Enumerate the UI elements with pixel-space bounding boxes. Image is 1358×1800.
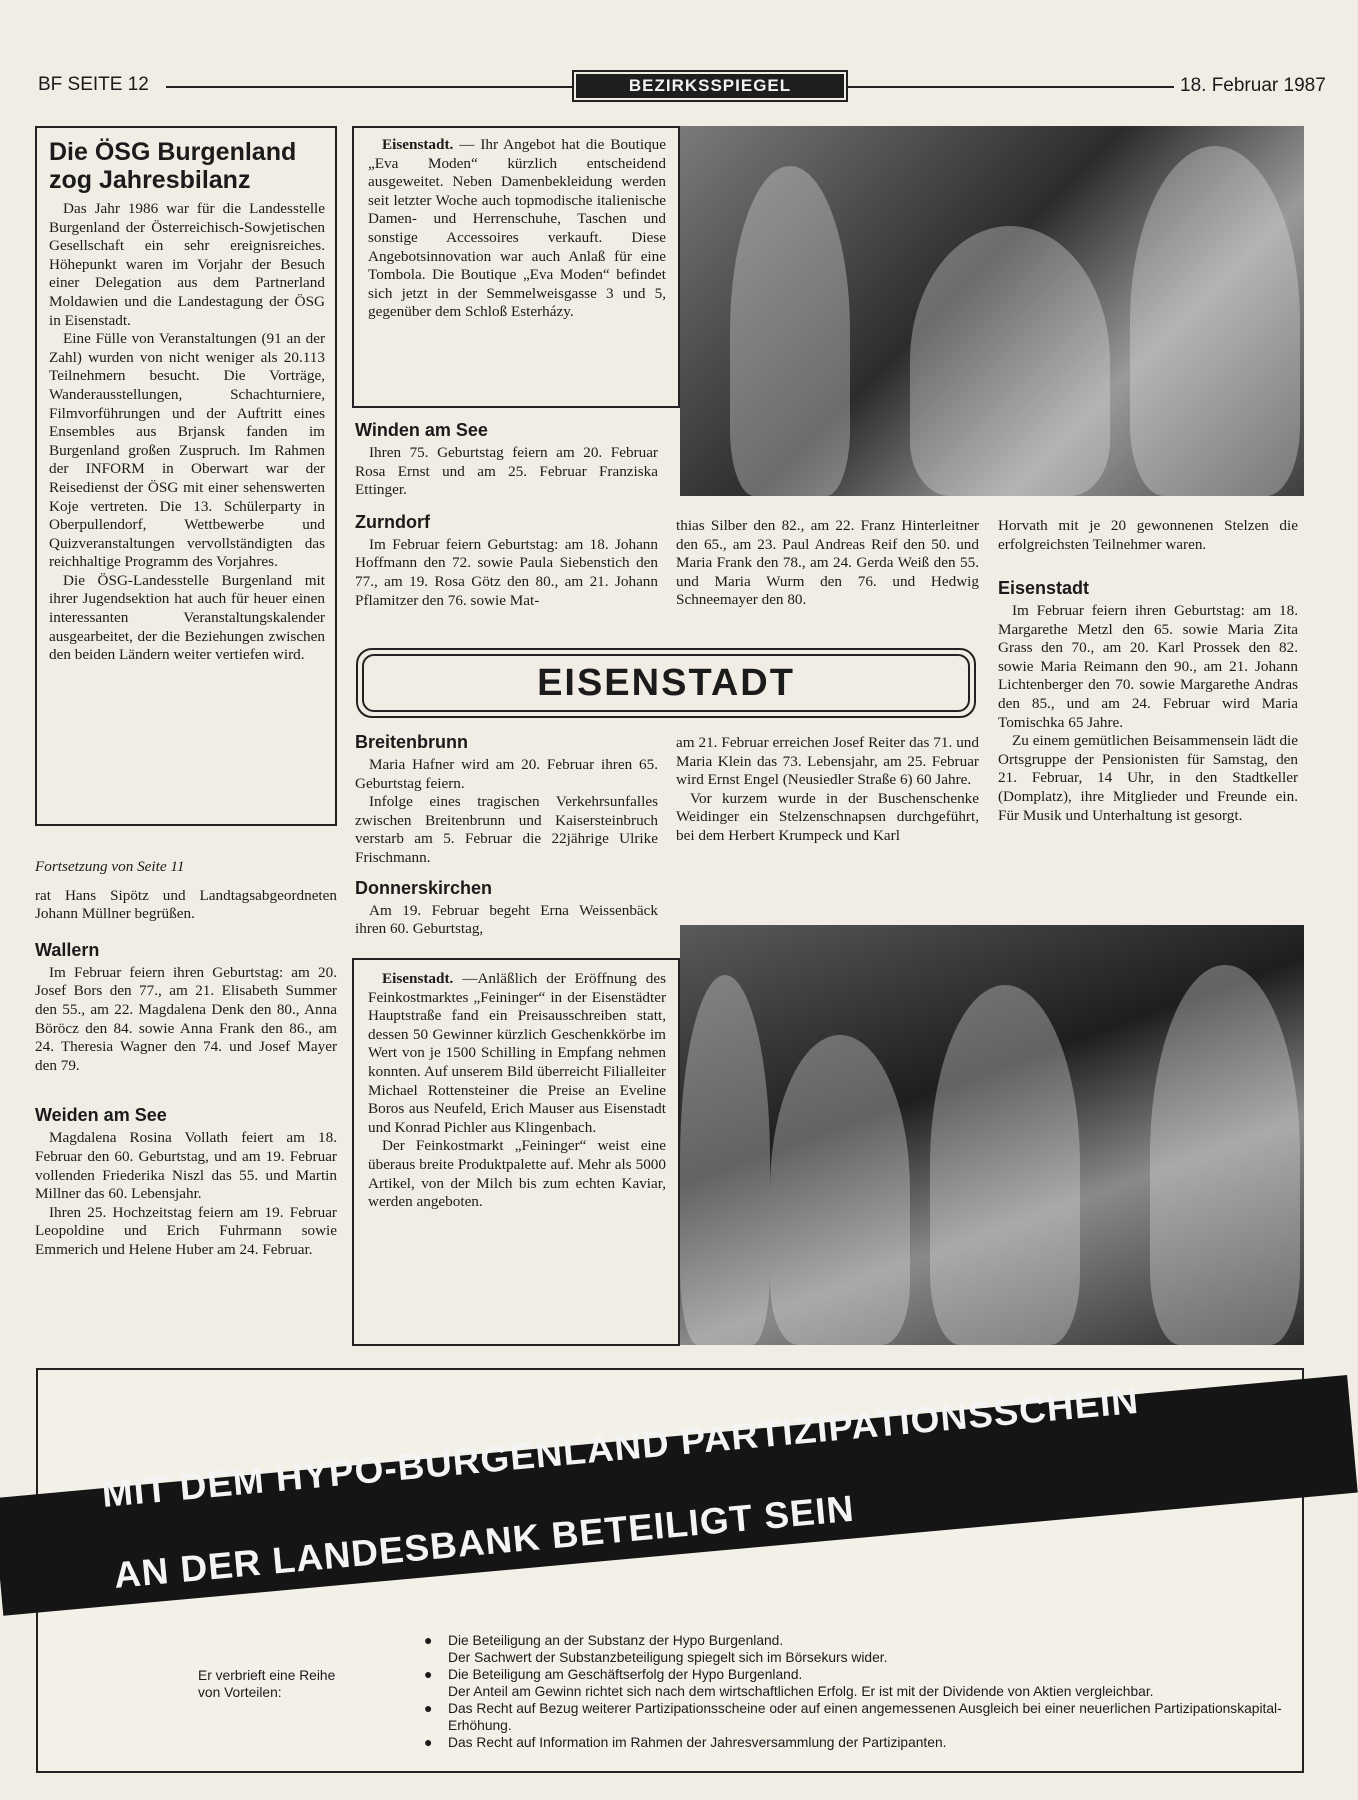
paragraph: Das Jahr 1986 war für die Landesstelle Burgenland der Österreichisch-Sowjetischen Gesellschaft ein sehr ereignisreiches. Höhepunkt waren im Vorjahr der Besuch einer Delegation aus dem Partnerland Moldawien und die Landestagung der ÖSG in Eisenstadt. (49, 200, 325, 329)
paragraph: Der Feinkostmarkt „Feininger“ weist eine überaus breite Produktpalette auf. Mehr als 5000 Artikel, von der Milch bis zum echten Kaviar, werden angeboten. (368, 1137, 666, 1211)
benefit-item: Die Beteiligung am Geschäftserfolg der Hypo Burgenland. (448, 1667, 803, 1682)
feininger-article (352, 958, 680, 1346)
dateline: Eisenstadt. (382, 970, 454, 987)
middle-column-a (355, 420, 658, 610)
zurndorf-continued: thias Silber den 82., am 22. Franz Hinterleitner den 65., am 23. Paul Andreas Reif den 50. und Maria Frank den 78., am 24. Gerda Weiß den 55. und Maria Wurm den 76. und Hedwig Schneemayer den 80. (676, 517, 979, 609)
paragraph: Im Februar feiern ihren Geburtstag: am 20. Josef Bors den 77., am 21. Elisabeth Summer den 55., am 22. Magdalena Denk den 80., Anna Böröcz den 84. sowie Anna Frank den 86., am 24. Theresia Wagner den 74. und Josef Mayer den 79. (35, 963, 337, 1074)
photo-figure (910, 226, 1110, 496)
paragraph: Im Februar feiern Geburtstag: am 18. Johann Hoffmann den 72. sowie Paula Siebenstich den 77., am 19. Rosa Götz den 80., am 21. Johann Pflamitzer den 76. sowie Mat- (355, 535, 658, 609)
section-heading: Weiden am See (35, 1105, 167, 1126)
issue-date: 18. Februar 1987 (1180, 75, 1326, 96)
paragraph: Ihren 75. Geburtstag feiern am 20. Februar Rosa Ernst und am 25. Februar Franziska Ettinger. (355, 444, 658, 499)
rule-right (848, 86, 1174, 88)
paragraph: —Anläßlich der Eröffnung des Feinkostmarktes „Feininger“ in der Eisenstädter Hauptstraße fand ein Preisausschreiben statt, dessen 50 Gewinner kürzlich Geschenkkörbe im Wert von je 1500 Schilling in Empfang nehmen konnten. Auf unserem Bild überreicht Filialleiter Michael Rottensteiner die Preise an Eveline Boros aus Neufeld, Erich Mauser aus Eisenstadt und Konrad Pichler aus Klingenbach. (368, 970, 666, 1136)
benefit-item: Das Recht auf Bezug weiterer Partizipationsscheine oder auf einen angemessenen Ausgleich bei einer neuerlichen Partizipationskapital-Erhöhung. (448, 1701, 1282, 1733)
ad-headline-2: AN DER LANDESBANK BETEILIGT SEIN (112, 1487, 857, 1597)
continuation-text: rat Hans Sipötz und Landtagsabgeordneten Johann Müllner begrüßen. (35, 886, 337, 923)
ad-intro: Er verbrieft eine Reihe von Vorteilen: (198, 1668, 336, 1700)
benefit-detail: Der Anteil am Gewinn richtet sich nach dem wirtschaftlichen Erfolg. Er ist mit der Dividende von Aktien vergleichbar. (448, 1684, 1154, 1699)
feinkost-photo (680, 925, 1304, 1345)
section-heading: Zurndorf (355, 511, 430, 532)
paragraph: Maria Hafner wird am 20. Februar ihren 65. Geburtstag feiern. (355, 756, 658, 792)
continuation-label: Fortsetzung von Seite 11 (35, 858, 185, 875)
page-number: BF SEITE 12 (38, 74, 149, 95)
photo-figure (1150, 965, 1300, 1345)
ad-benefits (448, 1632, 1288, 1751)
benefit-item: Die Beteiligung an der Substanz der Hypo Burgenland. (448, 1633, 784, 1648)
zurndorf-end: Horvath mit je 20 gewonnenen Stelzen die erfolgreichsten Teilnehmer waren. (998, 517, 1298, 553)
paragraph: Die ÖSG-Landesstelle Burgenland mit ihrer Jugendsektion hat auch für heuer einen interessanten Veranstaltungskalender ausgearbeitet, der die Beziehungen zwischen den beiden Ländern weiter vertiefen wird. (49, 571, 325, 664)
paragraph: Vor kurzem wurde in der Buschenschenke Weidinger ein Stelzenschnapsen durchgeführt, bei dem Herbert Krumpeck und Karl (676, 789, 979, 844)
photo-figure (1130, 146, 1300, 496)
middle-column-b (355, 732, 658, 939)
photo-figure (930, 985, 1080, 1345)
paragraph: Eine Fülle von Veranstaltungen (91 an der Zahl) wurden von nicht weniger als 20.113 Teilnehmern besucht. Die Vorträge, Wanderausstellungen, Schachturniere, Filmvorführungen und der Auftritt eines Ensembles aus Brjansk fanden im Burgenland großen Zuspruch. Im Rahmen der INFORM in Oberwart war der Reisedienst der ÖSG mit einer sehenswerten Koje vertreten. Die 13. Schülerparty in Oberpullendorf, Wettbewerbe und Quizveranstaltungen vervollständigten das reichhaltige Programm des Vorjahres. (49, 330, 325, 571)
paragraph: Zu einem gemütlichen Beisammensein lädt die Ortsgruppe der Pensionisten für Samstag, den 21. Februar, 14 Uhr, in den Stadtkeller (Domplatz), ihre Mitglieder und Freunde ein. Für Musik und Unterhaltung ist gesorgt. (998, 732, 1298, 824)
benefit-detail: Der Sachwert der Substanzbeteiligung spiegelt sich im Börsekurs wider. (448, 1650, 888, 1665)
dateline: Eisenstadt. (382, 136, 454, 153)
paragraph: — Ihr Angebot hat die Boutique „Eva Moden“ kürzlich entscheidend ausgeweitet. Neben Damenbekleidung werden seit letzter Woche auch topmodische italienische Damen- und Herrenschuhe, Taschen und sonstige Accessoires verkauft. Diese Angebotsinnovation war auch Anlaß für eine Tombola. Die Boutique „Eva Moden“ befindet sich jetzt in der Semmelweisgasse 3 und 5, gegenüber dem Schloß Esterházy. (368, 136, 666, 321)
hypo-advertisement (36, 1368, 1304, 1773)
banner-title: EISENSTADT (362, 654, 970, 712)
masthead (38, 70, 1326, 104)
ad-headline-1: MIT DEM HYPO-BURGENLAND PARTIZIPATIONSSCHEIN (100, 1379, 1141, 1516)
section-heading: Wallern (35, 939, 100, 960)
section-heading: Donnerskirchen (355, 877, 493, 898)
eisenstadt-banner (356, 648, 976, 718)
paragraph: Am 19. Februar begeht Erna Weissenbäck ihren 60. Geburtstag, (355, 901, 658, 938)
paragraph: Magdalena Rosina Vollath feiert am 18. Februar den 60. Geburtstag, und am 19. Februar vollenden Friederika Niszl das 55. und Martin Millner das 60. Lebensjahr. (35, 1129, 337, 1203)
photo-figure (730, 166, 850, 496)
section-heading: Winden am See (355, 420, 488, 440)
oesg-article (35, 126, 337, 826)
donnerskirchen-continued (676, 734, 979, 846)
paragraph: Ihren 25. Hochzeitstag feiern am 19. Februar Leopoldine und Erich Fuhrmann sowie Emmerich und Helene Huber am 24. Februar. (35, 1203, 337, 1258)
paragraph: Infolge eines tragischen Verkehrsunfalles zwischen Breitenbrunn und Kaisersteinbruch verstarb am 5. Februar die 22jährige Ulrike Frischmann. (355, 793, 658, 866)
eva-moden-article (352, 126, 680, 408)
photo-figure (770, 1035, 910, 1345)
left-column (35, 858, 337, 1260)
section-label: BEZIRKSSPIEGEL (572, 70, 848, 102)
boutique-photo (680, 126, 1304, 496)
benefit-item: Das Recht auf Information im Rahmen der Jahresversammlung der Partizipanten. (448, 1735, 947, 1750)
paragraph: am 21. Februar erreichen Josef Reiter das 71. und Maria Klein das 73. Lebensjahr, am 25. Februar wird Ernst Engel (Neusiedler Straße 6) 60 Jahre. (676, 734, 979, 789)
paragraph: Im Februar feiern ihren Geburtstag: am 18. Margarethe Metzl den 65. sowie Maria Zita Grass den 70., am 20. Karl Prossek den 82. sowie Maria Reimann den 90., am 21. Johann Lichtenberger den 70. sowie Margarethe Andras den 85., und am 24. Februar wird Maria Tomischka 65 Jahre. (998, 602, 1298, 731)
right-column (998, 578, 1298, 825)
photo-figure (680, 975, 770, 1345)
article-title: Die ÖSG Burgenland zog Jahresbilanz (49, 138, 297, 194)
rule-left (166, 86, 572, 88)
section-heading: Breitenbrunn (355, 732, 469, 752)
section-heading: Eisenstadt (998, 578, 1090, 598)
